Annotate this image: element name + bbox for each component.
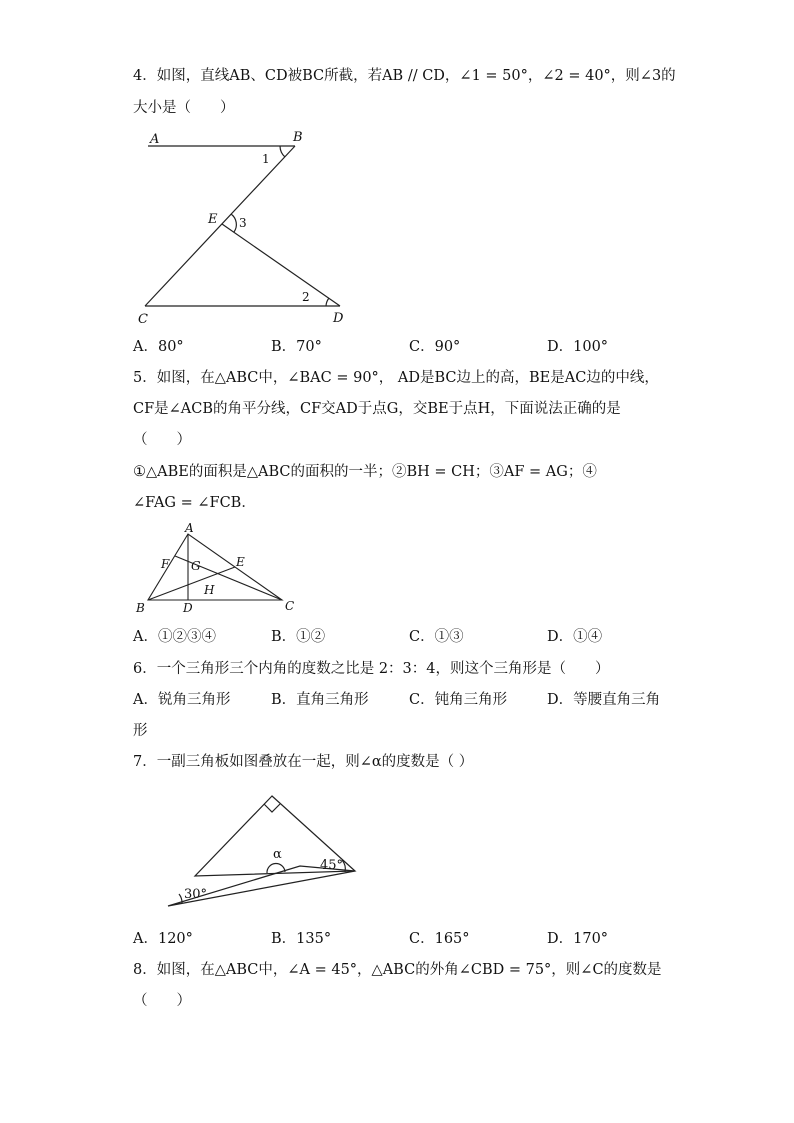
q6-option-d: D．等腰直角三角	[547, 692, 661, 708]
q5-option-b: B．①②	[271, 629, 326, 645]
q6-option-b: B．直角三角形	[271, 692, 369, 708]
q5-option-d: D．①④	[547, 629, 603, 645]
label-alpha: α	[273, 847, 282, 862]
q5-statements-line2: ∠FAG = ∠FCB．	[133, 495, 256, 511]
arc-angle-1	[280, 146, 285, 157]
q7-option-c: C．165°	[409, 931, 470, 947]
q4-option-b: B．70°	[271, 339, 322, 355]
q7-option-a: A．120°	[133, 931, 193, 947]
label-angle-1: 1	[262, 152, 270, 166]
arc-angle-3	[231, 214, 236, 232]
q5-figure	[130, 522, 310, 617]
label-d: D	[183, 601, 193, 615]
label-d: D	[333, 311, 344, 325]
label-a: A	[185, 522, 194, 535]
q4-stem-line2: 大小是（ ）	[133, 100, 235, 116]
label-e: E	[236, 555, 245, 569]
q7-stem: 7．一副三角板如图叠放在一起，则∠α的度数是（ ）	[133, 754, 474, 770]
q4-option-a: A．80°	[133, 339, 184, 355]
q6-option-a: A．锐角三角形	[133, 692, 231, 708]
label-b: B	[136, 601, 145, 615]
q5-stem-line3: （ ）	[133, 432, 191, 448]
q4-option-d: D．100°	[547, 339, 609, 355]
label-a: A	[150, 132, 160, 147]
label-g: G	[191, 559, 201, 573]
q8-stem-line2: （ ）	[133, 993, 191, 1009]
q5-stem-line1: 5．如图，在△ABC中，∠BAC = 90°， AD是BC边上的高，BE是AC边的中线，	[133, 370, 659, 386]
q4-figure	[130, 125, 360, 325]
label-e: E	[208, 212, 218, 227]
right-angle-mark	[264, 804, 280, 812]
arc-angle-2	[326, 298, 329, 306]
q8-stem-line1: 8．如图，在△ABC中，∠A = 45°，△ABC的外角∠CBD = 75°，则∠C的度数是	[133, 962, 662, 978]
q6-option-c: C．钝角三角形	[409, 692, 508, 708]
q4-option-c: C．90°	[409, 339, 461, 355]
q5-option-c: C．①③	[409, 629, 464, 645]
label-angle-2: 2	[302, 290, 310, 304]
q5-stem-line2: CF是∠ACB的角平分线，CF交AD于点G，交BE于点H，下面说法正确的是	[133, 401, 621, 417]
line-bc	[145, 146, 295, 306]
label-30: 30°	[184, 887, 208, 902]
label-45: 45°	[320, 858, 344, 873]
q5-option-a: A．①②③④	[133, 629, 216, 645]
q6-option-d-wrap: 形	[133, 723, 148, 739]
label-h: H	[204, 583, 215, 597]
label-angle-3: 3	[239, 216, 247, 230]
q7-option-b: B．135°	[271, 931, 332, 947]
q5-statements-line1: ①△ABE的面积是△ABC的面积的一半；②BH = CH；③AF = AG；④	[133, 464, 597, 480]
line-ed	[222, 224, 340, 306]
q6-stem: 6．一个三角形三个内角的度数之比是 2：3：4，则这个三角形是（ ）	[133, 661, 610, 677]
label-c: C	[285, 599, 295, 613]
label-c: C	[138, 312, 148, 325]
q7-option-d: D．170°	[547, 931, 609, 947]
label-b: B	[293, 130, 303, 145]
q4-stem-line1: 4．如图，直线AB、CD被BC所截，若AB // CD，∠1 = 50°，∠2 = 40°，则∠3的	[133, 68, 676, 84]
q7-figure	[160, 788, 365, 913]
label-f: F	[161, 557, 170, 571]
